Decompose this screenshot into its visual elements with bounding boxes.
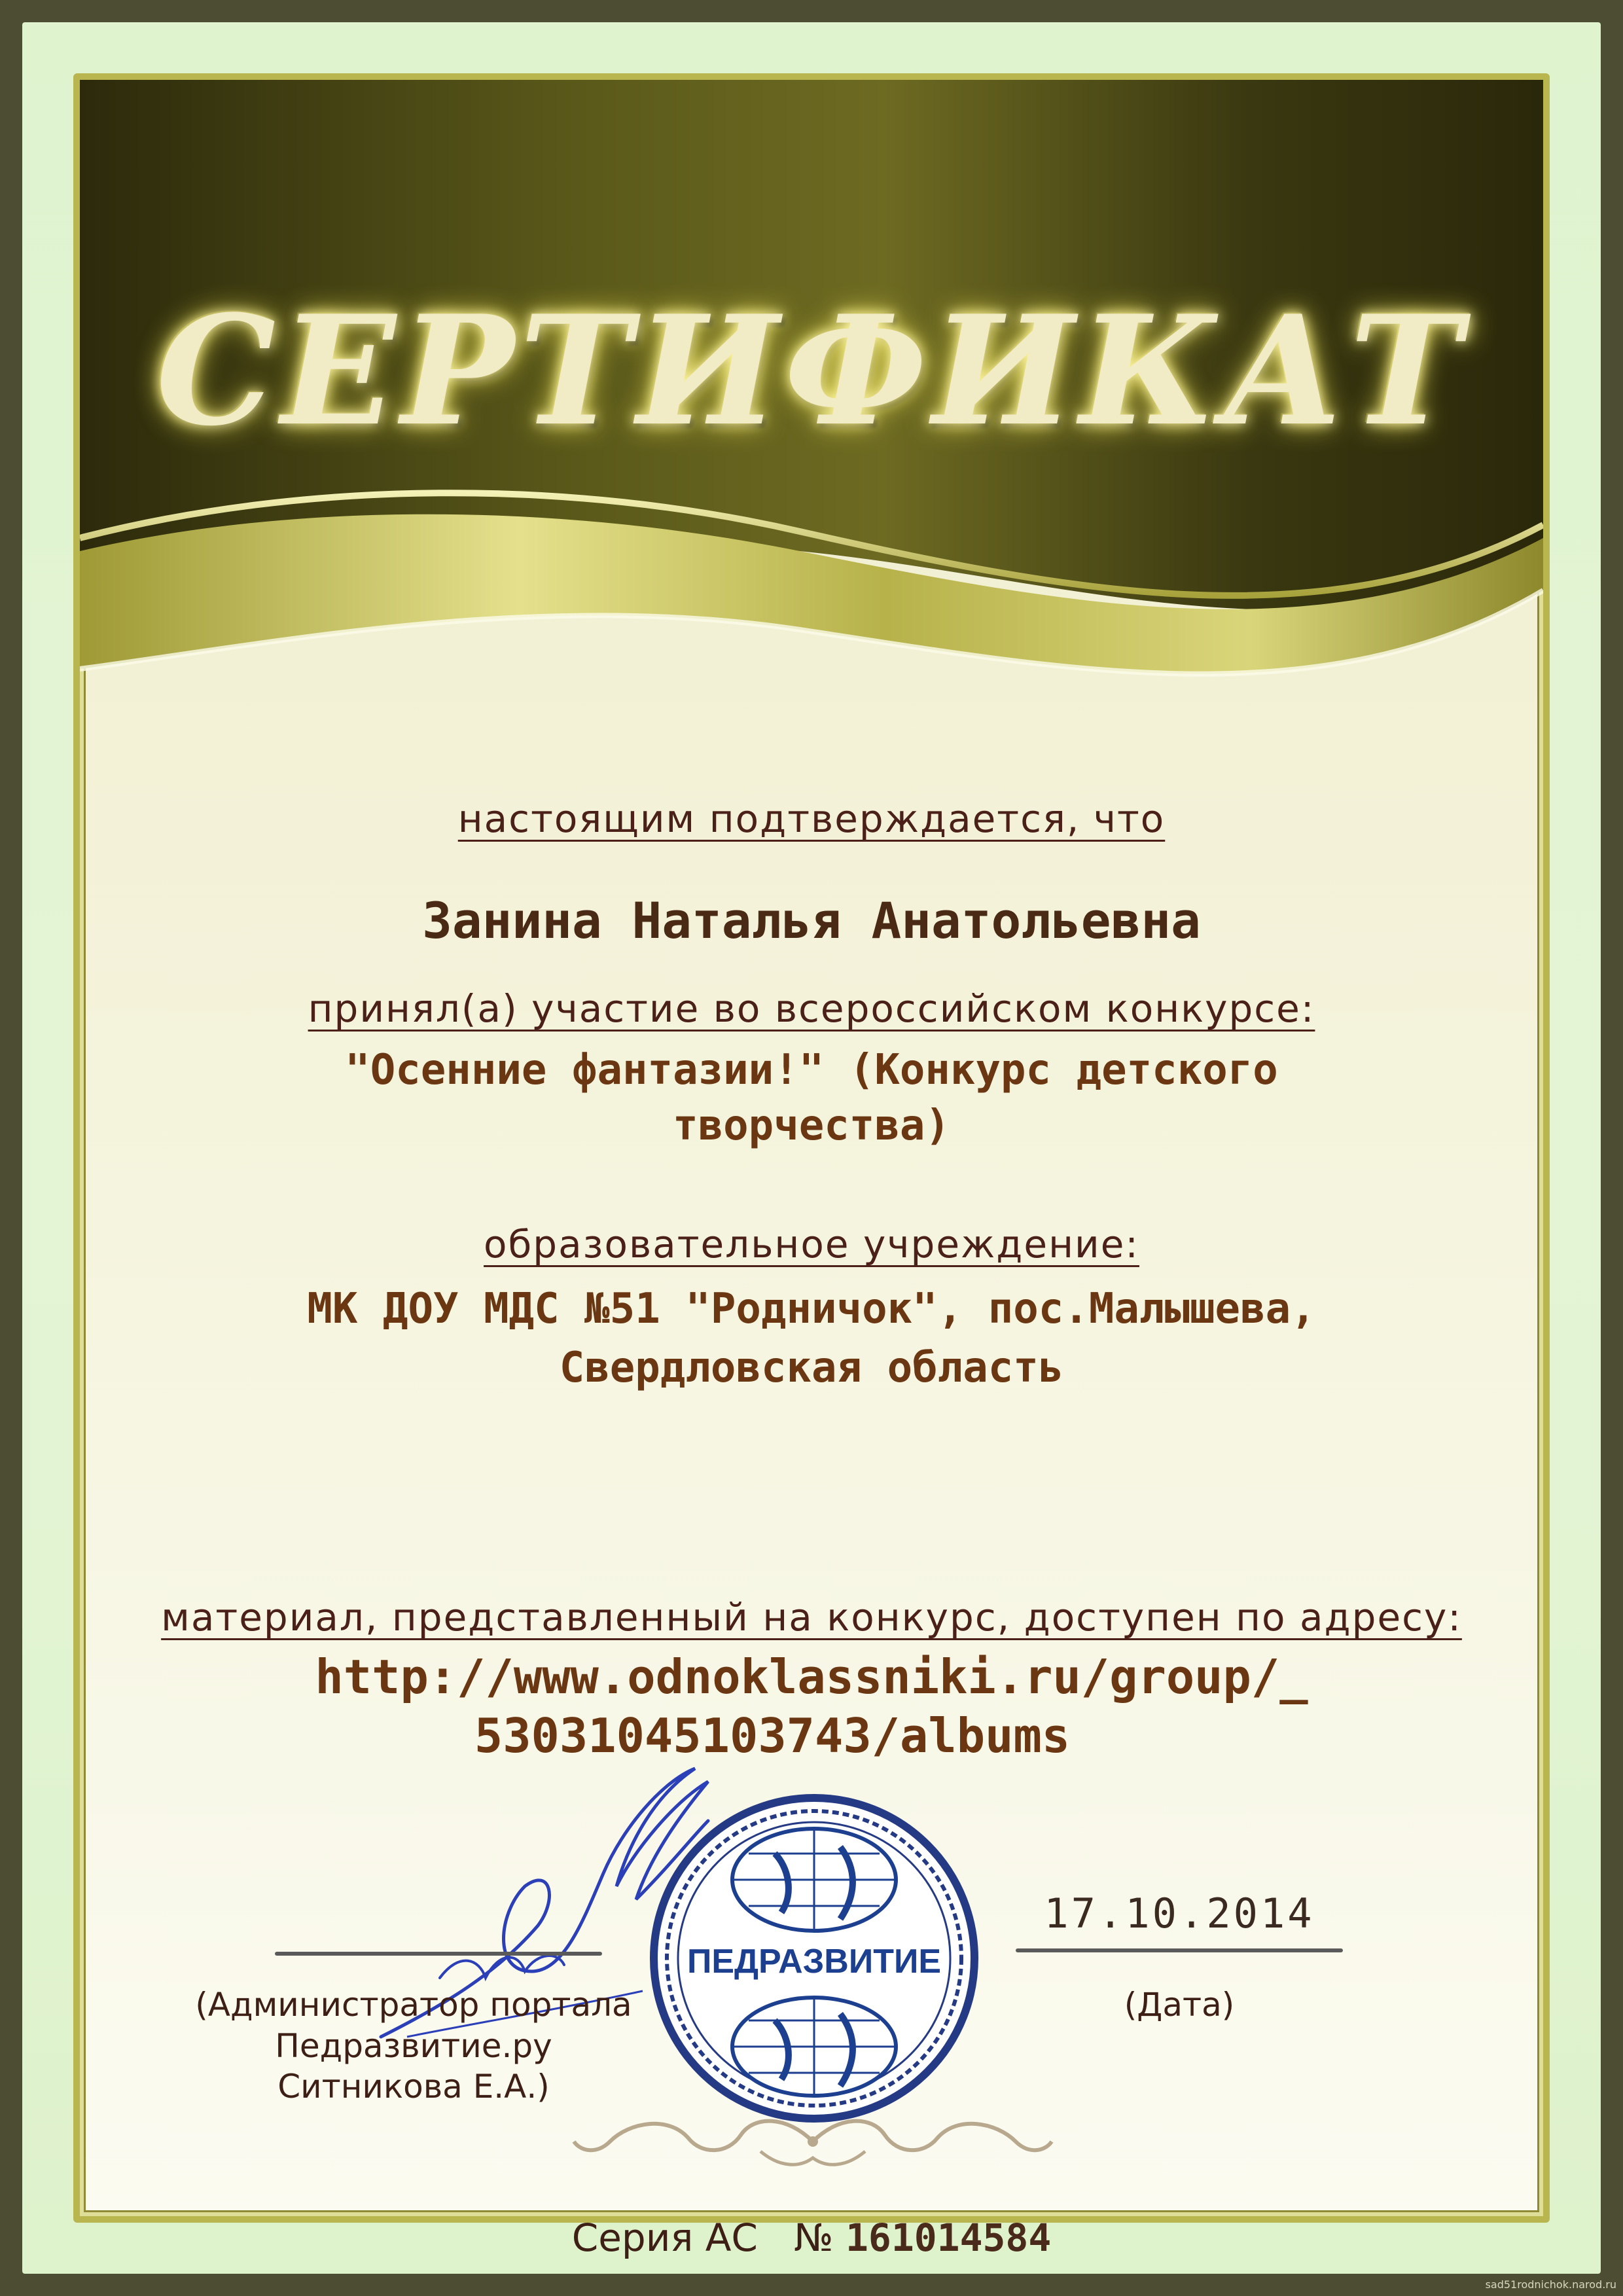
- recipient-name: Занина Наталья Анатольевна: [422, 891, 1201, 950]
- certificate-page: [73, 73, 1550, 2223]
- globe-icon-top: [732, 1829, 896, 1931]
- globe-icon-bottom: [732, 1998, 896, 2096]
- certificate-title: СЕРТИФИКАТ: [156, 283, 1467, 459]
- serial-number: [0, 2215, 1623, 2260]
- ornament-flourish: [571, 2102, 1055, 2174]
- watermark: sad51rodnichok.narod.ru: [1485, 2278, 1616, 2291]
- material-label: материал, представленный на конкурс, доступен по адресу:: [161, 1595, 1462, 1640]
- date-value: 17.10.2014: [1044, 1890, 1315, 1937]
- pedrazvitie-seal: [644, 1788, 984, 2128]
- signer-line3: Ситникова Е.А.): [277, 2068, 550, 2106]
- participation-label: принял(а) участие во всероссийском конкурсе:: [308, 986, 1315, 1031]
- signature-line: [275, 1952, 602, 1956]
- signer-line2: Педразвитие.ру: [275, 2026, 552, 2065]
- institution-label: образовательное учреждение:: [484, 1222, 1139, 1266]
- contest-name-line2: творчества): [673, 1102, 950, 1150]
- serial-number-sign: №: [794, 2215, 834, 2260]
- contest-name-line1: "Осенние фантазии!" (Конкурс детского: [345, 1046, 1278, 1094]
- confirm-label: настоящим подтверждается, что: [457, 797, 1166, 841]
- seal-text: ПЕДРАЗВИТИЕ: [687, 1943, 942, 1981]
- date-label: (Дата): [1124, 1986, 1235, 2024]
- date-line: [1016, 1948, 1343, 1952]
- material-url-line1: http://www.odnoklassniki.ru/group/_: [315, 1649, 1308, 1704]
- signer-line1: (Администратор портала: [195, 1986, 632, 2024]
- serial-prefix: Серия АС: [571, 2215, 758, 2260]
- serial-number-value: 161014584: [846, 2215, 1052, 2260]
- institution-line2: Свердловская область: [559, 1344, 1064, 1392]
- institution-line1: МК ДОУ МДС №51 "Родничок", пос.Малышева,: [307, 1285, 1316, 1333]
- signer-caption: [152, 1984, 675, 2108]
- material-url-line2: 53031045103743/albums: [474, 1708, 1071, 1763]
